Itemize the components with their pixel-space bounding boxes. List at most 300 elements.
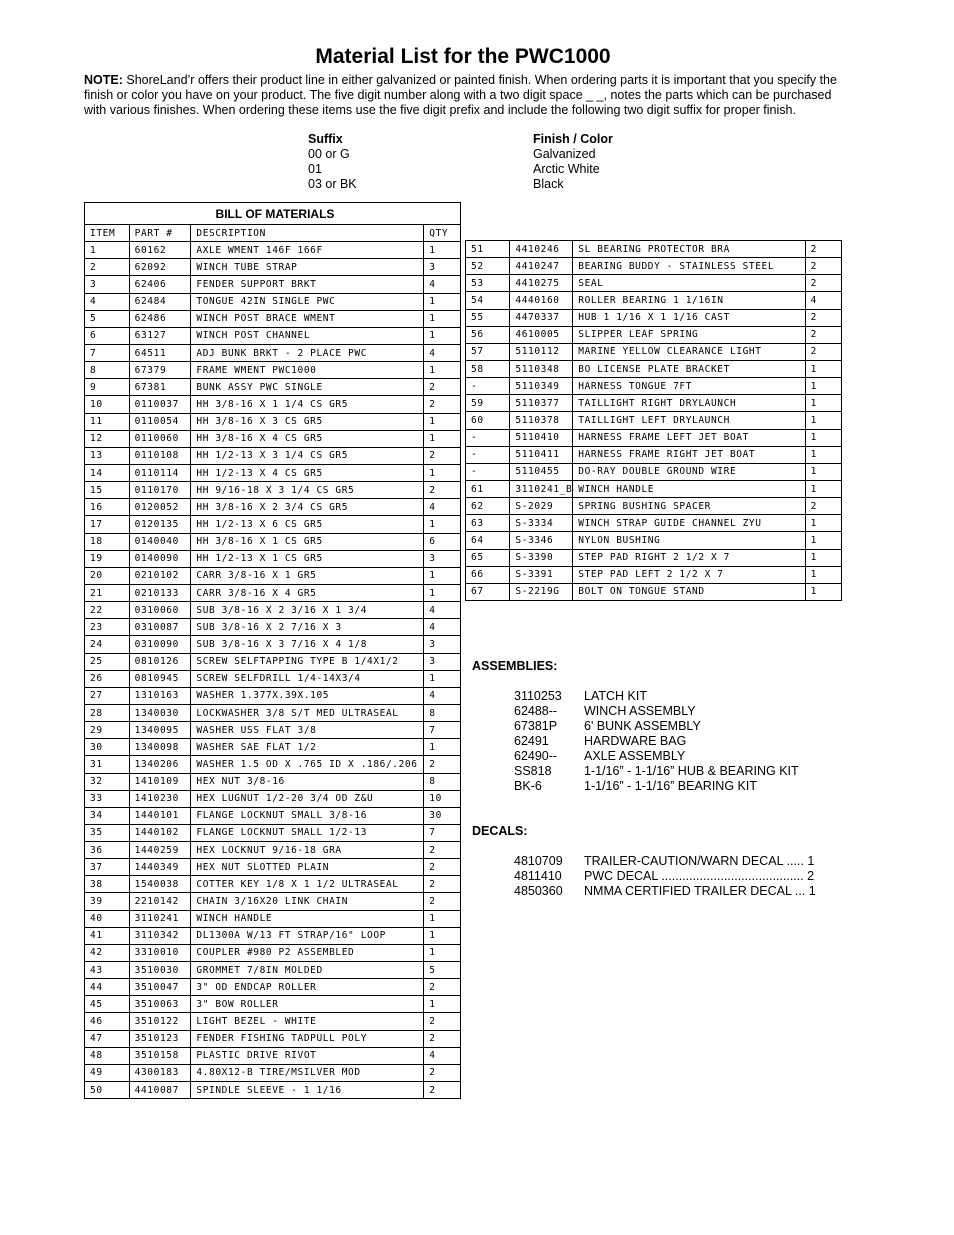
item-number: 25 bbox=[85, 653, 130, 670]
quantity: 2 bbox=[424, 1030, 461, 1047]
bom-title: BILL OF MATERIALS bbox=[85, 203, 461, 225]
item-number: 12 bbox=[85, 430, 130, 447]
quantity: 1 bbox=[805, 395, 841, 412]
table-row bbox=[85, 396, 461, 413]
part-number: 3110342 bbox=[129, 927, 191, 944]
quantity: 2 bbox=[424, 1013, 461, 1030]
quantity: 30 bbox=[424, 807, 461, 824]
part-number: 63127 bbox=[129, 327, 191, 344]
table-row bbox=[85, 516, 461, 533]
header-part: PART # bbox=[129, 225, 191, 242]
assembly-part-number: SS818 bbox=[514, 764, 552, 778]
quantity: 1 bbox=[424, 739, 461, 756]
quantity: 2 bbox=[805, 275, 841, 292]
table-row bbox=[85, 533, 461, 550]
quantity: 3 bbox=[424, 550, 461, 567]
quantity: 1 bbox=[424, 327, 461, 344]
quantity: 1 bbox=[805, 412, 841, 429]
description: HH 1/2-13 X 1 CS GR5 bbox=[191, 550, 424, 567]
table-row bbox=[85, 910, 461, 927]
assembly-part-number: 62490-- bbox=[514, 749, 558, 763]
item-number: 53 bbox=[466, 275, 510, 292]
part-number: S-2219G bbox=[510, 583, 573, 600]
part-number: 3310010 bbox=[129, 944, 191, 961]
description: 4.80X12-B TIRE/MSILVER MOD bbox=[191, 1064, 424, 1081]
table-row bbox=[85, 944, 461, 961]
quantity: 1 bbox=[805, 566, 841, 583]
description: LOCKWASHER 3/8 S/T MED ULTRASEAL bbox=[191, 704, 424, 721]
table-row bbox=[85, 379, 461, 396]
table-row bbox=[85, 1047, 461, 1064]
part-number: 1440102 bbox=[129, 824, 191, 841]
part-number: 0310087 bbox=[129, 619, 191, 636]
part-number: 0110108 bbox=[129, 447, 191, 464]
item-number: 33 bbox=[85, 790, 130, 807]
part-number: 4410275 bbox=[510, 275, 573, 292]
part-number: 3510122 bbox=[129, 1013, 191, 1030]
item-number: 46 bbox=[85, 1013, 130, 1030]
description: BOLT ON TONGUE STAND bbox=[573, 583, 805, 600]
assembly-item bbox=[514, 779, 799, 794]
description: SPINDLE SLEEVE - 1 1/16 bbox=[191, 1082, 424, 1099]
table-row bbox=[85, 499, 461, 516]
quantity: 1 bbox=[424, 910, 461, 927]
bom-header-row bbox=[85, 225, 461, 242]
quantity: 2 bbox=[424, 447, 461, 464]
description: PLASTIC DRIVE RIVOT bbox=[191, 1047, 424, 1064]
assembly-part-number: 62491 bbox=[514, 734, 549, 748]
table-row bbox=[85, 310, 461, 327]
item-number: 41 bbox=[85, 927, 130, 944]
suffix-header: Suffix bbox=[308, 132, 343, 146]
table-row bbox=[466, 498, 842, 515]
table-row bbox=[85, 670, 461, 687]
quantity: 2 bbox=[424, 979, 461, 996]
quantity: 2 bbox=[805, 343, 841, 360]
part-number: 5110377 bbox=[510, 395, 573, 412]
description: HH 1/2-13 X 4 CS GR5 bbox=[191, 464, 424, 481]
part-number: 60162 bbox=[129, 242, 191, 259]
description: HH 1/2-13 X 3 1/4 CS GR5 bbox=[191, 447, 424, 464]
item-number: 19 bbox=[85, 550, 130, 567]
description: WASHER SAE FLAT 1/2 bbox=[191, 739, 424, 756]
decal-description: PWC DECAL ......................................... 2 bbox=[584, 869, 815, 883]
item-number: 8 bbox=[85, 362, 130, 379]
description: SLIPPER LEAF SPRING bbox=[573, 326, 805, 343]
table-row bbox=[85, 859, 461, 876]
description: FRAME WMENT PWC1000 bbox=[191, 362, 424, 379]
decal-item bbox=[514, 854, 816, 869]
part-number: 4410087 bbox=[129, 1082, 191, 1099]
item-number: 5 bbox=[85, 310, 130, 327]
decal-item bbox=[514, 869, 816, 884]
part-number: 1340030 bbox=[129, 704, 191, 721]
table-row bbox=[85, 362, 461, 379]
quantity: 1 bbox=[805, 549, 841, 566]
description: BEARING BUDDY - STAINLESS STEEL bbox=[573, 258, 805, 275]
table-row bbox=[466, 326, 842, 343]
quantity: 1 bbox=[805, 360, 841, 377]
description: HH 9/16-18 X 3 1/4 CS GR5 bbox=[191, 482, 424, 499]
part-number: 0810945 bbox=[129, 670, 191, 687]
description: WASHER USS FLAT 3/8 bbox=[191, 722, 424, 739]
item-number: 3 bbox=[85, 276, 130, 293]
part-number: 2210142 bbox=[129, 893, 191, 910]
part-number: 5110348 bbox=[510, 360, 573, 377]
part-number: 4410247 bbox=[510, 258, 573, 275]
page-title: Material List for the PWC1000 bbox=[315, 45, 611, 68]
bill-of-materials-table-left bbox=[84, 202, 461, 1099]
table-row bbox=[466, 343, 842, 360]
table-row bbox=[85, 482, 461, 499]
table-row bbox=[85, 413, 461, 430]
table-row bbox=[466, 258, 842, 275]
quantity: 2 bbox=[424, 756, 461, 773]
part-number: 0120052 bbox=[129, 499, 191, 516]
part-number: 0110054 bbox=[129, 413, 191, 430]
table-row bbox=[85, 1064, 461, 1081]
table-row bbox=[466, 360, 842, 377]
item-number: 52 bbox=[466, 258, 510, 275]
table-row bbox=[85, 344, 461, 361]
quantity: 1 bbox=[424, 293, 461, 310]
finish-value: Arctic White bbox=[533, 162, 600, 176]
part-number: 4470337 bbox=[510, 309, 573, 326]
description: AXLE WMENT 146F 166F bbox=[191, 242, 424, 259]
quantity: 2 bbox=[424, 893, 461, 910]
item-number: 57 bbox=[466, 343, 510, 360]
part-number: 5110411 bbox=[510, 446, 573, 463]
part-number: 3110241_B bbox=[510, 480, 573, 497]
item-number: 39 bbox=[85, 893, 130, 910]
part-number: 1340098 bbox=[129, 739, 191, 756]
description: 3" BOW ROLLER bbox=[191, 996, 424, 1013]
suffix-value: 03 or BK bbox=[308, 177, 357, 191]
item-number: 49 bbox=[85, 1064, 130, 1081]
table-row bbox=[466, 566, 842, 583]
assembly-part-number: 67381P bbox=[514, 719, 558, 733]
item-number: 38 bbox=[85, 876, 130, 893]
item-number: 11 bbox=[85, 413, 130, 430]
note-text: ShoreLand’r offers their product line in either galvanized or painted finish. When ordering parts it is important that you specify the finish or color you have on your product. The five digit number along with a two digit space _ _, notes the parts which can be purchased with various finishes. When ordering these items use the five digit prefix and include the following two digit suffix for proper finish. bbox=[84, 73, 837, 117]
part-number: 1410230 bbox=[129, 790, 191, 807]
quantity: 2 bbox=[805, 241, 841, 258]
quantity: 2 bbox=[424, 876, 461, 893]
part-number: 5110410 bbox=[510, 429, 573, 446]
item-number: 66 bbox=[466, 566, 510, 583]
description: SL BEARING PROTECTOR BRA bbox=[573, 241, 805, 258]
quantity: 2 bbox=[805, 498, 841, 515]
part-number: 64511 bbox=[129, 344, 191, 361]
item-number: 48 bbox=[85, 1047, 130, 1064]
part-number: 1540038 bbox=[129, 876, 191, 893]
item-number: 51 bbox=[466, 241, 510, 258]
part-number: 0110037 bbox=[129, 396, 191, 413]
description: FLANGE LOCKNUT SMALL 1/2-13 bbox=[191, 824, 424, 841]
part-number: S-2029 bbox=[510, 498, 573, 515]
part-number: 1440101 bbox=[129, 807, 191, 824]
description: FLANGE LOCKNUT SMALL 3/8-16 bbox=[191, 807, 424, 824]
part-number: 3510063 bbox=[129, 996, 191, 1013]
quantity: 1 bbox=[424, 464, 461, 481]
table-row bbox=[85, 602, 461, 619]
decal-item bbox=[514, 884, 816, 899]
part-number: 4440160 bbox=[510, 292, 573, 309]
description: HEX LOCKNUT 9/16-18 GRA bbox=[191, 842, 424, 859]
quantity: 4 bbox=[805, 292, 841, 309]
part-number: 0810126 bbox=[129, 653, 191, 670]
table-row bbox=[466, 241, 842, 258]
table-row bbox=[85, 842, 461, 859]
part-number: S-3391 bbox=[510, 566, 573, 583]
table-row bbox=[85, 327, 461, 344]
quantity: 5 bbox=[424, 962, 461, 979]
decals-header: DECALS: bbox=[472, 824, 528, 838]
table-row bbox=[466, 412, 842, 429]
quantity: 2 bbox=[805, 309, 841, 326]
quantity: 4 bbox=[424, 344, 461, 361]
table-row bbox=[466, 309, 842, 326]
assembly-description: 6' BUNK ASSEMBLY bbox=[584, 719, 701, 733]
table-row bbox=[85, 962, 461, 979]
decal-description: TRAILER-CAUTION/WARN DECAL ..... 1 bbox=[584, 854, 815, 868]
item-number: 64 bbox=[466, 532, 510, 549]
quantity: 1 bbox=[424, 242, 461, 259]
description: STEP PAD LEFT 2 1/2 X 7 bbox=[573, 566, 805, 583]
description: STEP PAD RIGHT 2 1/2 X 7 bbox=[573, 549, 805, 566]
item-number: 32 bbox=[85, 773, 130, 790]
part-number: 0120135 bbox=[129, 516, 191, 533]
quantity: 1 bbox=[424, 927, 461, 944]
table-row bbox=[85, 687, 461, 704]
table-row bbox=[466, 292, 842, 309]
table-row bbox=[85, 619, 461, 636]
assembly-item bbox=[514, 749, 799, 764]
finish-header: Finish / Color bbox=[533, 132, 613, 146]
quantity: 4 bbox=[424, 499, 461, 516]
item-number: 29 bbox=[85, 722, 130, 739]
quantity: 6 bbox=[424, 533, 461, 550]
item-number: 7 bbox=[85, 344, 130, 361]
quantity: 1 bbox=[424, 362, 461, 379]
part-number: 62092 bbox=[129, 259, 191, 276]
item-number: 18 bbox=[85, 533, 130, 550]
part-number: 4300183 bbox=[129, 1064, 191, 1081]
description: SCREW SELFDRILL 1/4-14X3/4 bbox=[191, 670, 424, 687]
table-row bbox=[85, 567, 461, 584]
description: BO LICENSE PLATE BRACKET bbox=[573, 360, 805, 377]
description: HH 3/8-16 X 1 CS GR5 bbox=[191, 533, 424, 550]
table-row bbox=[466, 480, 842, 497]
quantity: 1 bbox=[805, 463, 841, 480]
part-number: 0210102 bbox=[129, 567, 191, 584]
quantity: 8 bbox=[424, 773, 461, 790]
assembly-part-number: BK-6 bbox=[514, 779, 542, 793]
quantity: 4 bbox=[424, 619, 461, 636]
description: NYLON BUSHING bbox=[573, 532, 805, 549]
table-row bbox=[85, 756, 461, 773]
description: 3" OD ENDCAP ROLLER bbox=[191, 979, 424, 996]
quantity: 1 bbox=[424, 567, 461, 584]
part-number: 0140090 bbox=[129, 550, 191, 567]
part-number: 67381 bbox=[129, 379, 191, 396]
assemblies-list bbox=[514, 689, 799, 794]
item-number: 16 bbox=[85, 499, 130, 516]
item-number: 9 bbox=[85, 379, 130, 396]
description: WINCH STRAP GUIDE CHANNEL ZYU bbox=[573, 515, 805, 532]
quantity: 3 bbox=[424, 259, 461, 276]
item-number: 50 bbox=[85, 1082, 130, 1099]
assembly-description: 1-1/16” - 1-1/16” BEARING KIT bbox=[584, 779, 757, 793]
quantity: 1 bbox=[805, 515, 841, 532]
table-row bbox=[85, 464, 461, 481]
item-number: 23 bbox=[85, 619, 130, 636]
table-row bbox=[85, 927, 461, 944]
part-number: 4610005 bbox=[510, 326, 573, 343]
item-number: 15 bbox=[85, 482, 130, 499]
quantity: 2 bbox=[424, 1064, 461, 1081]
assembly-item bbox=[514, 689, 799, 704]
table-row bbox=[85, 876, 461, 893]
item-number: 1 bbox=[85, 242, 130, 259]
item-number: 58 bbox=[466, 360, 510, 377]
item-number: 44 bbox=[85, 979, 130, 996]
table-row bbox=[85, 1013, 461, 1030]
quantity: 2 bbox=[424, 482, 461, 499]
item-number: 2 bbox=[85, 259, 130, 276]
assembly-item bbox=[514, 719, 799, 734]
description: WINCH TUBE STRAP bbox=[191, 259, 424, 276]
description: WINCH HANDLE bbox=[573, 480, 805, 497]
description: TAILLIGHT LEFT DRYLAUNCH bbox=[573, 412, 805, 429]
item-number: 26 bbox=[85, 670, 130, 687]
assembly-description: WINCH ASSEMBLY bbox=[584, 704, 696, 718]
quantity: 1 bbox=[805, 446, 841, 463]
quantity: 2 bbox=[805, 326, 841, 343]
assembly-description: LATCH KIT bbox=[584, 689, 647, 703]
part-number: 1410109 bbox=[129, 773, 191, 790]
description: ROLLER BEARING 1 1/16IN bbox=[573, 292, 805, 309]
table-row bbox=[85, 807, 461, 824]
description: FENDER SUPPORT BRKT bbox=[191, 276, 424, 293]
description: DL1300A W/13 FT STRAP/16" LOOP bbox=[191, 927, 424, 944]
item-number: 34 bbox=[85, 807, 130, 824]
assembly-description: AXLE ASSEMBLY bbox=[584, 749, 686, 763]
description: TAILLIGHT RIGHT DRYLAUNCH bbox=[573, 395, 805, 412]
quantity: 10 bbox=[424, 790, 461, 807]
table-row bbox=[85, 430, 461, 447]
part-number: 0310090 bbox=[129, 636, 191, 653]
part-number: 5110378 bbox=[510, 412, 573, 429]
quantity: 1 bbox=[424, 584, 461, 601]
finish-value: Black bbox=[533, 177, 564, 191]
item-number: - bbox=[466, 463, 510, 480]
table-row bbox=[85, 824, 461, 841]
assembly-part-number: 62488-- bbox=[514, 704, 558, 718]
description: CHAIN 3/16X20 LINK CHAIN bbox=[191, 893, 424, 910]
table-row bbox=[85, 979, 461, 996]
table-row bbox=[466, 446, 842, 463]
part-number: 3510047 bbox=[129, 979, 191, 996]
item-number: 10 bbox=[85, 396, 130, 413]
table-row bbox=[466, 429, 842, 446]
quantity: 7 bbox=[424, 824, 461, 841]
quantity: 2 bbox=[424, 1082, 461, 1099]
assemblies-header: ASSEMBLIES: bbox=[472, 659, 558, 673]
quantity: 1 bbox=[424, 944, 461, 961]
assembly-description: 1-1/16” - 1-1/16” HUB & BEARING KIT bbox=[584, 764, 799, 778]
assembly-item bbox=[514, 734, 799, 749]
assembly-description: HARDWARE BAG bbox=[584, 734, 687, 748]
item-number: 27 bbox=[85, 687, 130, 704]
quantity: 4 bbox=[424, 1047, 461, 1064]
quantity: 4 bbox=[424, 276, 461, 293]
table-row bbox=[466, 583, 842, 600]
table-row bbox=[466, 549, 842, 566]
quantity: 1 bbox=[424, 516, 461, 533]
description: CARR 3/8-16 X 4 GR5 bbox=[191, 584, 424, 601]
item-number: 14 bbox=[85, 464, 130, 481]
part-number: 0110170 bbox=[129, 482, 191, 499]
part-number: 62406 bbox=[129, 276, 191, 293]
part-number: 62484 bbox=[129, 293, 191, 310]
item-number: 45 bbox=[85, 996, 130, 1013]
part-number: 67379 bbox=[129, 362, 191, 379]
part-number: 3510123 bbox=[129, 1030, 191, 1047]
part-number: 3510030 bbox=[129, 962, 191, 979]
table-row bbox=[466, 275, 842, 292]
quantity: 2 bbox=[424, 379, 461, 396]
description: SCREW SELFTAPPING TYPE B 1/4X1/2 bbox=[191, 653, 424, 670]
part-number: 3110241 bbox=[129, 910, 191, 927]
part-number: 5110455 bbox=[510, 463, 573, 480]
description: SUB 3/8-16 X 2 3/16 X 1 3/4 bbox=[191, 602, 424, 619]
description: WASHER 1.5 OD X .765 ID X .186/.206 bbox=[191, 756, 424, 773]
item-number: 37 bbox=[85, 859, 130, 876]
description: HH 3/8-16 X 4 CS GR5 bbox=[191, 430, 424, 447]
part-number: 0140040 bbox=[129, 533, 191, 550]
header-qty: QTY bbox=[424, 225, 461, 242]
table-row bbox=[85, 893, 461, 910]
part-number: 4410246 bbox=[510, 241, 573, 258]
description: HEX NUT SLOTTED PLAIN bbox=[191, 859, 424, 876]
quantity: 1 bbox=[424, 413, 461, 430]
table-row bbox=[466, 463, 842, 480]
description: FENDER FISHING TADPULL POLY bbox=[191, 1030, 424, 1047]
item-number: 17 bbox=[85, 516, 130, 533]
item-number: 61 bbox=[466, 480, 510, 497]
quantity: 1 bbox=[805, 480, 841, 497]
description: BUNK ASSY PWC SINGLE bbox=[191, 379, 424, 396]
table-row bbox=[85, 773, 461, 790]
part-number: 5110349 bbox=[510, 378, 573, 395]
quantity: 2 bbox=[424, 842, 461, 859]
quantity: 1 bbox=[805, 583, 841, 600]
table-row bbox=[85, 293, 461, 310]
item-number: 13 bbox=[85, 447, 130, 464]
assembly-item bbox=[514, 764, 799, 779]
quantity: 8 bbox=[424, 704, 461, 721]
item-number: 60 bbox=[466, 412, 510, 429]
table-row bbox=[466, 378, 842, 395]
part-number: 0310060 bbox=[129, 602, 191, 619]
item-number: 59 bbox=[466, 395, 510, 412]
note-paragraph bbox=[84, 73, 854, 118]
part-number: 1310163 bbox=[129, 687, 191, 704]
decal-description: NMMA CERTIFIED TRAILER DECAL ... 1 bbox=[584, 884, 816, 898]
item-number: 30 bbox=[85, 739, 130, 756]
item-number: 47 bbox=[85, 1030, 130, 1047]
